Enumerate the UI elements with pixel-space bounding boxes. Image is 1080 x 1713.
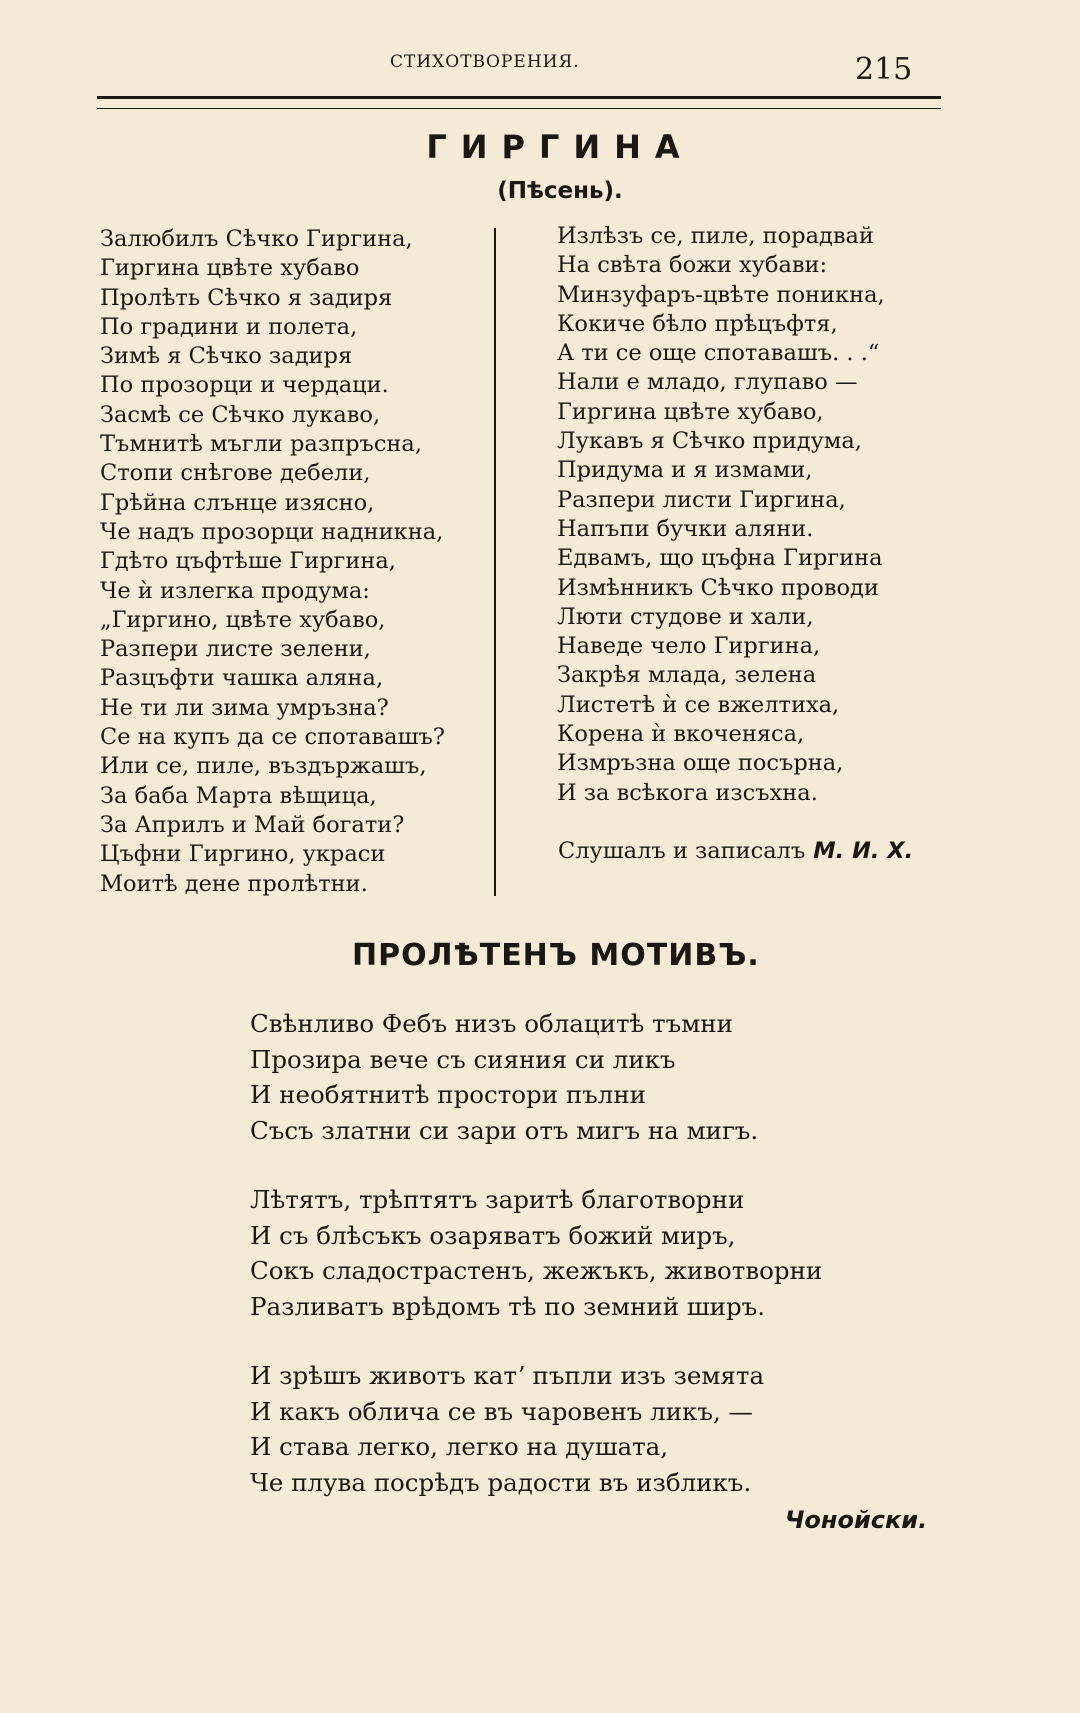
attribution <box>558 838 913 864</box>
verse-line: Корена ѝ вкоченяса, <box>557 721 805 748</box>
verse-line: Сокъ сладострастенъ, жежъкъ, животворни <box>250 1256 823 1285</box>
verse-line: „Гиргино, цвѣте хубаво, <box>100 606 386 633</box>
verse-line: Закрѣя млада, зелена <box>557 662 817 689</box>
poem-title: ГИРГИНА <box>426 128 694 166</box>
poem-left-column <box>100 225 445 899</box>
verse-line: Кокиче бѣло прѣцъфтя, <box>557 310 838 337</box>
verse-line: По градини и полета, <box>100 313 358 340</box>
verse-line: И съ блѣсъкъ озаряватъ божий миръ, <box>250 1220 736 1250</box>
verse-line: Разцъфти чашка аляна, <box>100 665 384 692</box>
verse-line: Че ѝ излегка продума: <box>100 577 370 604</box>
stanza <box>250 1006 758 1148</box>
verse-line: Люти студове и хали, <box>557 603 814 630</box>
verse-line: Зимѣ я Сѣчко задиря <box>100 343 353 370</box>
author-signature: Чонойски. <box>785 1506 928 1534</box>
verse-line: Грѣйна слънце изясно, <box>100 489 375 516</box>
verse-line: По прозорци и чердаци. <box>100 372 389 399</box>
verse-line: Разпери листи Гиргина, <box>557 486 846 513</box>
verse-line: Залюбилъ Сѣчко Гиргина, <box>100 226 413 252</box>
verse-line: Се на купъ да се спотавашъ? <box>100 724 445 751</box>
verse-line: И какъ облича се въ чаровенъ ликъ, — <box>250 1396 754 1426</box>
running-head: СТИХОТВОРЕНИЯ. <box>390 52 580 72</box>
header-rule <box>97 96 941 109</box>
verse-line: Наведе чело Гиргина, <box>557 633 821 660</box>
verse-line: Разпери листе зелени, <box>100 636 371 663</box>
verse-line: Стопи снѣгове дебели, <box>100 460 371 487</box>
verse-line: Че плува посрѣдъ радости въ избликъ. <box>250 1467 752 1497</box>
verse-line: Свѣнливо Фебъ низъ облацитѣ тъмни <box>250 1009 733 1038</box>
verse-line: Листетѣ ѝ се вжелтиха, <box>557 691 840 718</box>
verse-line: Не ти ли зима умръзна? <box>100 694 389 721</box>
poem-right-column <box>557 222 885 808</box>
verse-line: Цъфни Гиргино, украси <box>100 841 386 868</box>
verse-line: Тъмнитѣ мъгли разпръсна, <box>100 431 422 458</box>
verse-line: За баба Марта вѣщица, <box>100 782 377 809</box>
attribution-text: Слушалъ и записалъ <box>558 838 806 864</box>
verse-line: Съсъ златни си зари отъ мигъ на мигъ. <box>250 1115 759 1145</box>
verse-line: Нали е младо, глупаво — <box>557 369 858 396</box>
verse-line: Излѣзъ се, пиле, порадвай <box>557 223 874 249</box>
verse-line: Или се, пиле, въздържашъ, <box>100 753 427 780</box>
verse-line: Прозира вече съ сияния си ликъ <box>250 1044 676 1074</box>
verse-line: Разливатъ врѣдомъ тѣ по земний ширъ. <box>250 1291 766 1321</box>
verse-line: На свѣта божи хубави: <box>557 252 828 279</box>
verse-line: Едвамъ, що цъфна Гиргина <box>557 545 883 572</box>
verse-line: Гдѣто цъфтѣше Гиргина, <box>100 548 396 575</box>
poem-subtitle: (Пѣсень). <box>497 178 623 204</box>
verse-line: Лукавъ я Сѣчко придума, <box>557 428 862 455</box>
verse-line: И необятнитѣ простори пълни <box>250 1080 646 1109</box>
verse-line: И зрѣшъ животъ катʼ пъпли изъ земята <box>250 1361 765 1390</box>
stanza <box>250 1182 822 1324</box>
verse-line: И става легко, легко на душата, <box>250 1432 669 1461</box>
verse-line: Че надъ прозорци надникна, <box>100 518 444 545</box>
attribution-initials: М. И. Х. <box>813 838 914 864</box>
verse-line: Засмѣ се Сѣчко лукаво, <box>100 401 381 428</box>
verse-line: Гиргина цвѣте хубаво <box>100 255 360 282</box>
verse-line: Моитѣ дене пролѣтни. <box>100 870 368 897</box>
verse-line: И за всѣкога изсъхна. <box>557 779 818 806</box>
verse-line: А ти се още спотавашъ. . .“ <box>557 340 880 367</box>
verse-line: Измръзна още посърна, <box>557 750 844 777</box>
verse-line: Лѣтятъ, трѣптятъ заритѣ благотворни <box>250 1185 745 1214</box>
second-poem-title: ПРОЛѢТЕНЪ МОТИВЪ. <box>352 938 760 973</box>
verse-line: Пролѣть Сѣчко я задиря <box>100 284 393 311</box>
verse-line: Измѣнникъ Сѣчко проводи <box>557 574 879 601</box>
verse-line: Минзуфаръ-цвѣте поникна, <box>557 281 885 308</box>
verse-line: За Априлъ и Май богати? <box>100 811 405 838</box>
column-divider <box>494 228 496 896</box>
page-number: 215 <box>855 52 913 87</box>
verse-line: Придума и я измами, <box>557 457 813 484</box>
stanza <box>250 1358 764 1500</box>
verse-line: Напъпи бучки аляни. <box>557 515 814 542</box>
verse-line: Гиргина цвѣте хубаво, <box>557 398 824 425</box>
